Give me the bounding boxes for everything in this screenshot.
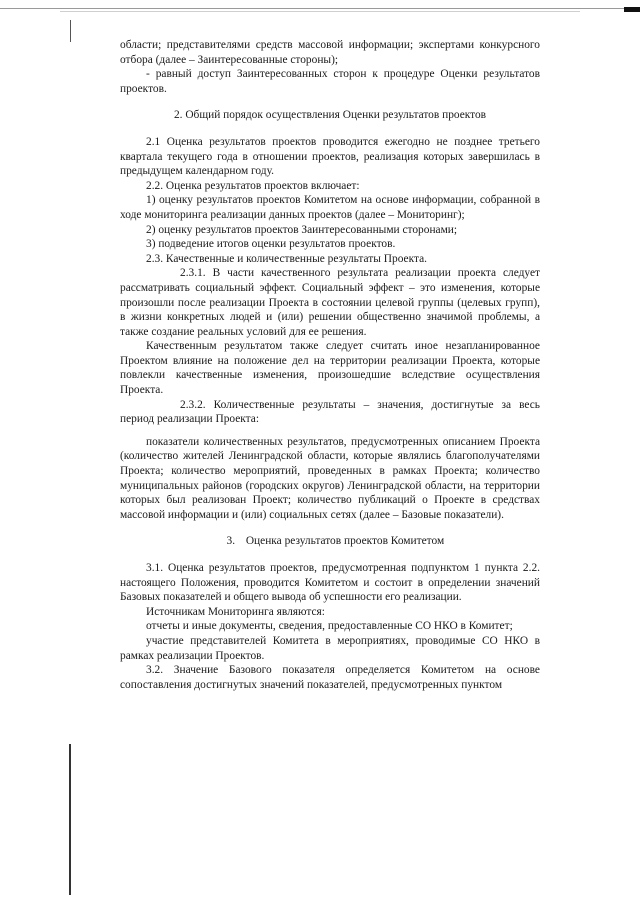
scan-corner-mark <box>624 7 640 12</box>
paragraph: Качественным результатом также следует считать иное незапланированное Проектом влияние на положение дел на территории реализации Проекта, которые повлекли качественные изменения, произошедшие вследствие осуществления Проекта. <box>120 340 540 397</box>
paragraph: области; представителями средств массовой информации; экспертами конкурсного отбора (далее – Заинтересованные стороны); <box>120 39 540 66</box>
paragraph: Источникам Мониторинга являются: <box>146 605 325 618</box>
scan-edge-line <box>0 8 640 9</box>
section-title: Оценка результатов проектов Комитетом <box>245 535 445 548</box>
paragraph: - равный доступ Заинтересованных сторон к процедуре Оценки результатов проектов. <box>120 68 540 95</box>
section-number: 3. <box>226 535 236 548</box>
paragraph: 3.1. Оценка результатов проектов, предусмотренная подпунктом 1 пункта 2.2. настоящего Положения, проводится Комитетом и состоит в определении значений Базовых показателей и общего вывода об успешности его реализации. <box>120 562 540 604</box>
binding-margin-line <box>69 744 71 895</box>
scan-edge-shadow <box>60 11 580 12</box>
list-item: отчеты и иные документы, сведения, предоставленные СО НКО в Комитет; <box>146 620 513 633</box>
list-item: 1) оценку результатов проектов Комитетом на основе информации, собранной в ходе мониторинга реализации данных проектов (далее – Мониторинг); <box>120 194 540 221</box>
paragraph: 2.1 Оценка результатов проектов проводится ежегодно не позднее третьего квартала текущего года в отношении проектов, реализация которых завершилась в предыдущем календарном году. <box>120 135 540 178</box>
paragraph: 2.3. Качественные и количественные результаты Проекта. <box>146 252 427 265</box>
paragraph: 2.3.1. В части качественного результата реализации проекта следует рассматривать социальный эффект. Социальный эффект – это изменения, которые произошли после реализации Проекта в состоянии целевой группы (целевых групп), в жизни конкретных людей и (или) решении общественно значимой проблемы, а также создание реальных условий для ее решения. <box>120 267 540 338</box>
paragraph: 2.3.2. Количественные результаты – значения, достигнутые за весь период реализации Проекта: <box>120 398 540 426</box>
paragraph: 2.2. Оценка результатов проектов включает: <box>146 179 360 192</box>
paragraph: 3.2. Значение Базового показателя определяется Комитетом на основе сопоставления достигнутых значений показателей, предусмотренных пунктом <box>120 664 540 691</box>
document-page <box>120 38 540 692</box>
list-item: 3) подведение итогов оценки результатов проектов. <box>146 238 396 251</box>
list-item: 2) оценку результатов проектов Заинтересованными сторонами; <box>146 223 458 236</box>
section-heading-3 <box>120 534 540 549</box>
paragraph: показатели количественных результатов, предусмотренных описанием Проекта (количество жителей Ленинградской области, которые являлись благополучателями Проекта; количество мероприятий, проведенных в рамках Проекта; количество муниципальных районов (городских округов) Ленинградской области, на территории которых был реализован Проект; количество публикаций о Проекте в средствах массовой информации и (или) социальных сетях (далее – Базовые показатели). <box>120 435 540 521</box>
list-item: участие представителей Комитета в мероприятиях, проводимые СО НКО в рамках реализации Проектов. <box>120 634 540 662</box>
scan-tick-mark <box>70 20 71 42</box>
section-heading-2: 2. Общий порядок осуществления Оценки результатов проектов <box>173 109 487 122</box>
